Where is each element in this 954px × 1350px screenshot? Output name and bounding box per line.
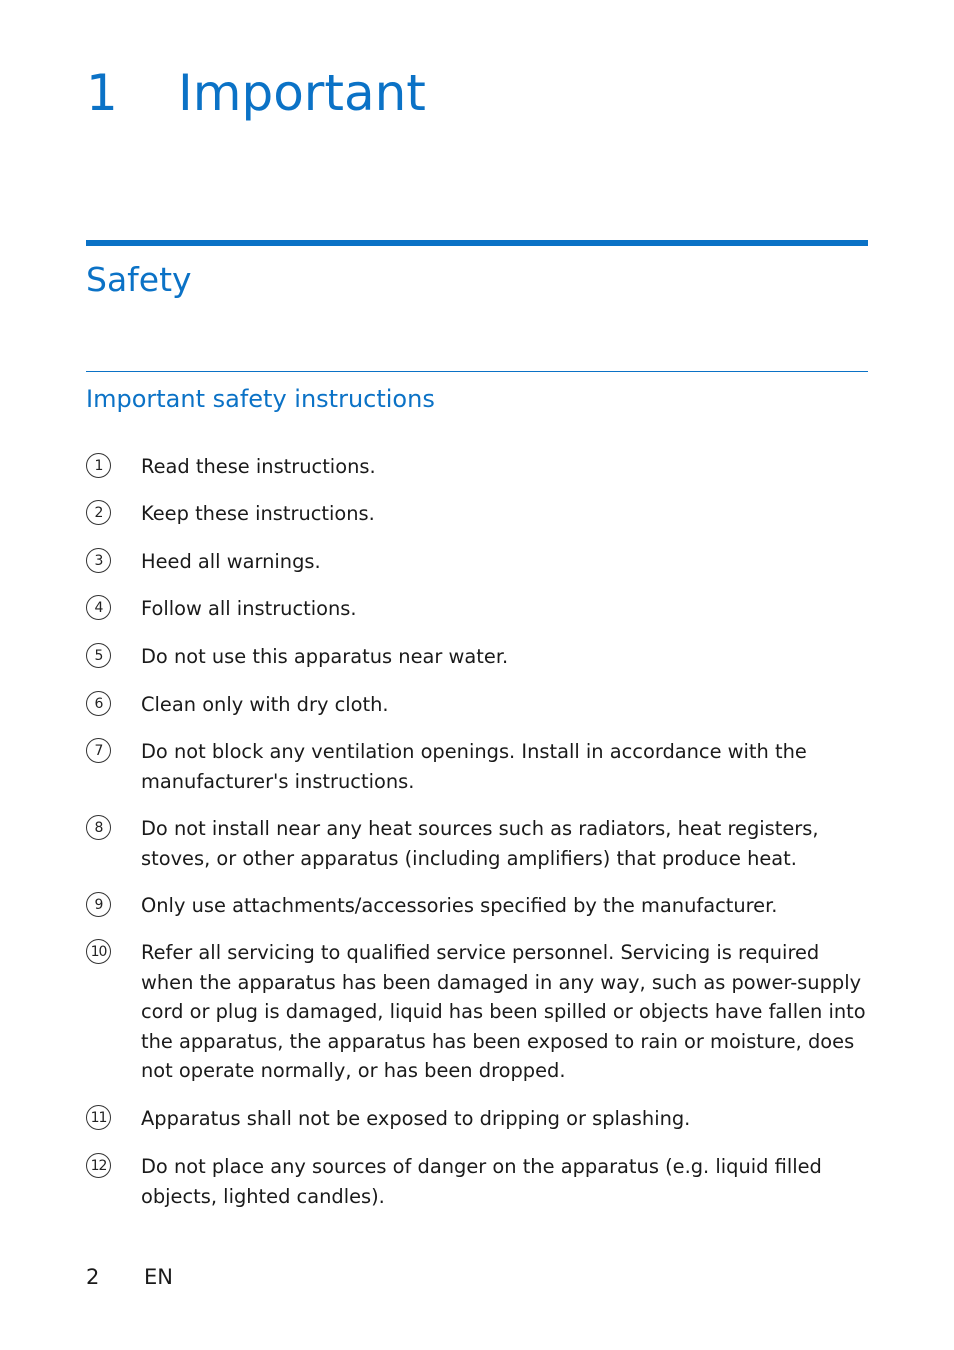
item-text: Heed all warnings. [141, 550, 321, 573]
item-text: Clean only with dry cloth. [141, 693, 389, 716]
chapter-number: 1 [86, 64, 118, 122]
item-number-badge: 5 [86, 643, 111, 668]
list-item [86, 938, 868, 1086]
list-item [86, 642, 868, 672]
item-number-badge: 6 [86, 691, 111, 716]
subsection-title: Important safety instructions [86, 385, 435, 413]
item-text: Do not install near any heat sources such as radiators, heat registers, stoves, or other apparatus (including amplifiers) that produce heat. [141, 817, 819, 870]
page-footer [86, 1262, 173, 1292]
item-number-badge: 3 [86, 548, 111, 573]
item-number-badge: 1 [86, 453, 111, 478]
list-item [86, 1104, 868, 1134]
item-text: Do not use this apparatus near water. [141, 645, 509, 668]
list-item [86, 814, 868, 873]
item-text: Keep these instructions. [141, 502, 375, 525]
item-text: Only use attachments/accessories specified by the manufacturer. [141, 894, 778, 917]
item-number-badge: 12 [86, 1153, 111, 1178]
chapter-title: Important [178, 64, 426, 122]
list-item [86, 737, 868, 796]
list-item [86, 547, 868, 577]
list-item [86, 594, 868, 624]
item-text: Do not place any sources of danger on the apparatus (e.g. liquid filled objects, lighted candles). [141, 1155, 822, 1208]
list-item [86, 690, 868, 720]
item-number-badge: 2 [86, 500, 111, 525]
item-text: Do not block any ventilation openings. Install in accordance with the manufacturer's instructions. [141, 740, 807, 793]
item-number-badge: 4 [86, 595, 111, 620]
item-number-badge: 10 [86, 939, 111, 964]
section-title: Safety [86, 260, 192, 299]
list-item [86, 452, 868, 482]
item-number-badge: 11 [86, 1105, 111, 1130]
language-code: EN [144, 1265, 173, 1289]
item-text: Refer all servicing to qualified service personnel. Servicing is required when the apparatus has been damaged in any way, such as power-supply cord or plug is damaged, liquid has been spilled or objects have fallen into the apparatus, the apparatus has been exposed to rain or moisture, does not operate normally, or has been dropped. [141, 941, 866, 1082]
item-number-badge: 9 [86, 892, 111, 917]
item-text: Read these instructions. [141, 455, 376, 478]
page-number: 2 [86, 1265, 100, 1289]
item-number-badge: 7 [86, 738, 111, 763]
list-item [86, 1152, 868, 1211]
item-text: Follow all instructions. [141, 597, 357, 620]
subsection-divider [86, 371, 868, 372]
item-number-badge: 8 [86, 815, 111, 840]
chapter-heading [86, 58, 426, 128]
section-divider [86, 240, 868, 246]
list-item [86, 891, 868, 921]
item-text: Apparatus shall not be exposed to dripping or splashing. [141, 1107, 691, 1130]
list-item [86, 499, 868, 529]
